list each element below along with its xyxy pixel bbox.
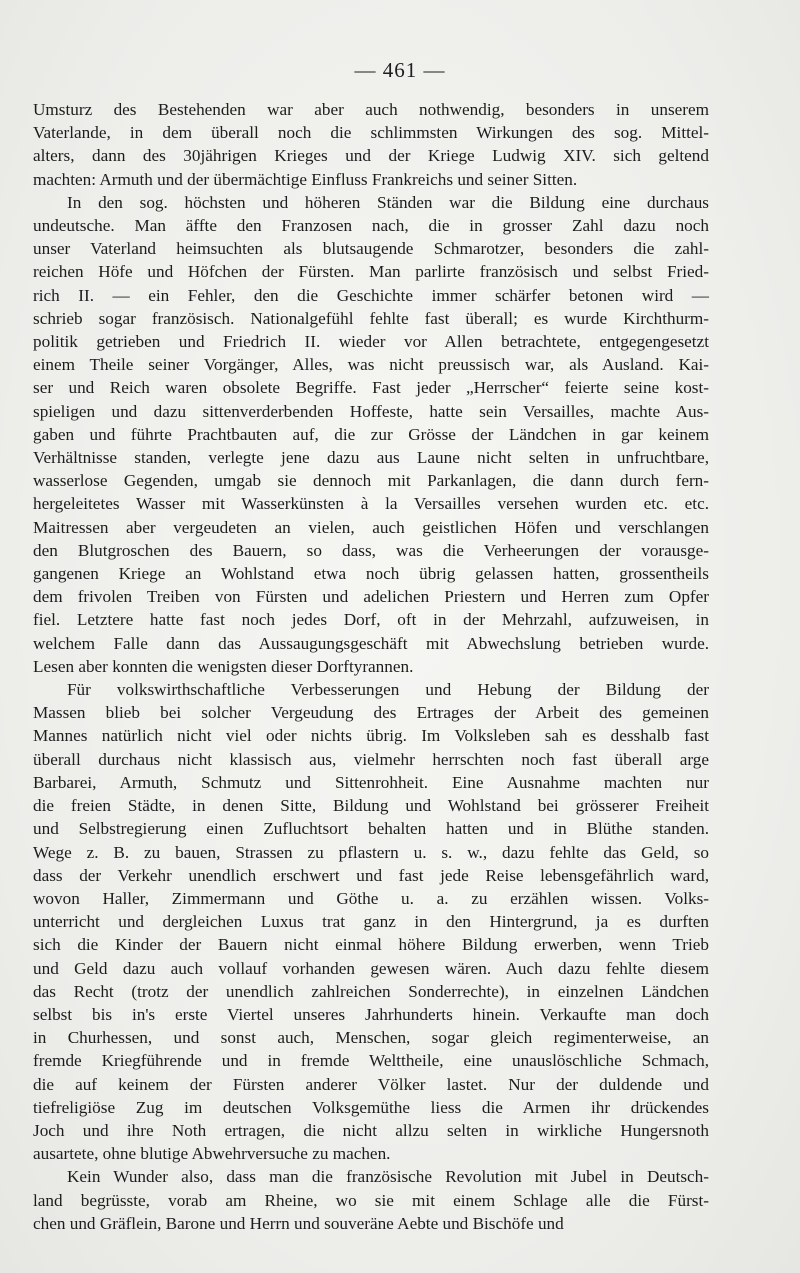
text-line: Verhältnisse standen, verlegte jene dazu aus Laune nicht selten in unfruchtbare,: [33, 448, 709, 468]
text-line: undeutsche. Man äffte den Franzosen nach, die in grosser Zahl dazu noch: [33, 216, 709, 236]
text-line: wasserlose Gegenden, umgab sie dennoch mit Parkanlagen, die dann durch fern-: [33, 471, 709, 491]
text-line: und Geld dazu auch vollauf vorhanden gewesen wären. Auch dazu fehlte diesem: [33, 958, 709, 978]
text-line: politik getrieben und Friedrich II. wieder vor Allen betrachtete, entgegengesetzt: [33, 332, 709, 352]
text-line: Für volkswirthschaftliche Verbesserungen und Hebung der Bildung der: [67, 680, 709, 700]
text-line: überall durchaus nicht klassisch aus, vielmehr herrschten noch fast überall arge: [33, 749, 709, 769]
paragraph: [33, 1165, 709, 1235]
text-line: land begrüsste, vorab am Rheine, wo sie mit einem Schlage alle die Fürst-: [33, 1190, 709, 1210]
text-line: unterricht und dergleichen Luxus trat ganz in den Hintergrund, ja es durften: [33, 912, 709, 932]
text-line: das Recht (trotz der unendlich zahlreichen Sonderrechte), in einzelnen Ländchen: [33, 981, 709, 1001]
paragraph: [33, 98, 709, 191]
text-line: die freien Städte, in denen Sitte, Bildung und Wohlstand bei grösserer Freiheit: [33, 796, 709, 816]
text-line: Joch und ihre Noth ertragen, die nicht allzu selten in wirkliche Hungersnoth: [33, 1120, 709, 1140]
page-number: — 461 —: [354, 58, 446, 82]
text-line: gangenen Kriege an Wohlstand etwa noch übrig gelassen hatten, grossentheils: [33, 564, 709, 584]
text-line: wovon Haller, Zimmermann und Göthe u. a. zu erzählen wissen. Volks-: [33, 888, 709, 908]
text-line: Barbarei, Armuth, Schmutz und Sittenrohheit. Eine Ausnahme machten nur: [33, 772, 709, 792]
text-line: welchem Falle dann das Aussaugungsgeschäft mit Abwechslung betrieben wurde.: [33, 633, 709, 653]
text-line: unser Vaterland heimsuchten als blutsaugende Schmarotzer, besonders die zahl-: [33, 239, 709, 259]
text-line: gaben und führte Prachtbauten auf, die zur Grösse der Ländchen in gar keinem: [33, 424, 709, 444]
text-line: selbst bis in's erste Viertel unseres Jahrhunderts hinein. Verkaufte man doch: [33, 1004, 709, 1024]
text-line: fremde Kriegführende und in fremde Welttheile, eine unauslöschliche Schmach,: [33, 1051, 709, 1071]
text-line: In den sog. höchsten und höheren Ständen war die Bildung eine durchaus: [67, 192, 709, 212]
text-line: Massen blieb bei solcher Vergeudung des Ertrages der Arbeit des gemeinen: [33, 703, 709, 723]
text-line: die auf keinem der Fürsten anderer Völker lastet. Nur der duldende und: [33, 1074, 709, 1094]
text-line: Lesen aber konnten die wenigsten dieser Dorftyrannen.: [33, 656, 414, 676]
text-line: Wege z. B. zu bauen, Strassen zu pflastern u. s. w., dazu fehlte das Geld, so: [33, 842, 709, 862]
text-line: ausartete, ohne blutige Abwehrversuche zu machen.: [33, 1144, 391, 1164]
text-line: dass der Verkehr unendlich erschwert und fast jede Reise lebensgefährlich ward,: [33, 865, 709, 885]
paragraph: [33, 678, 709, 1165]
text-line: fiel. Letztere hatte fast noch jedes Dorf, oft in der Mehrzahl, aufzuweisen, in: [33, 610, 709, 630]
text-line: Vaterlande, in dem überall noch die schlimmsten Wirkungen des sog. Mittel-: [33, 123, 709, 143]
text-line: den Blutgroschen des Bauern, so dass, was die Verheerungen der vorausge-: [33, 540, 709, 560]
text-line: rich II. — ein Fehler, den die Geschichte immer schärfer betonen wird —: [33, 285, 709, 305]
paragraph: [33, 191, 709, 678]
text-line: dem frivolen Treiben von Fürsten und adelichen Priestern und Herren zum Opfer: [33, 587, 709, 607]
text-line: alters, dann des 30jährigen Krieges und der Kriege Ludwig XIV. sich geltend: [33, 146, 709, 166]
text-line: spieligen und dazu sittenverderbenden Hoffeste, hatte sein Versailles, machte Aus-: [33, 401, 709, 421]
text-line: Kein Wunder also, dass man die französische Revolution mit Jubel in Deutsch-: [67, 1167, 709, 1187]
text-line: in Churhessen, und sonst auch, Menschen, sogar gleich regimenterweise, an: [33, 1028, 709, 1048]
text-line: machten: Armuth und der übermächtige Einfluss Frankreichs und seiner Sitten.: [33, 169, 578, 189]
text-line: hergeleitetes Wasser mit Wasserkünsten à la Versailles versehen wurden etc. etc.: [33, 494, 709, 514]
text-line: einem Theile seiner Vorgänger, Alles, was nicht preussisch war, als Ausland. Kai-: [33, 355, 709, 375]
text-line: reichen Höfe und Höfchen der Fürsten. Man parlirte französisch und selbst Fried-: [33, 262, 709, 282]
text-line: Umsturz des Bestehenden war aber auch nothwendig, besonders in unserem: [33, 100, 709, 119]
text-line: schrieb sogar französisch. Nationalgefühl fehlte fast überall; es wurde Kirchthurm-: [33, 308, 709, 328]
text-line: sich die Kinder der Bauern nicht einmal höhere Bildung erwerben, wenn Trieb: [33, 935, 709, 955]
body-text: [33, 98, 709, 1235]
text-line: chen und Gräflein, Barone und Herrn und souveräne Aebte und Bischöfe und: [33, 1213, 564, 1233]
text-line: Maitressen aber vergeudeten an vielen, auch geistlichen Höfen und verschlangen: [33, 517, 709, 537]
text-line: ser und Reich waren obsolete Begriffe. Fast jeder „Herrscher“ feierte seine kost-: [33, 378, 709, 398]
text-line: und Selbstregierung einen Zufluchtsort behalten hatten und in Blüthe standen.: [33, 819, 709, 839]
text-line: Mannes natürlich nicht viel oder nichts übrig. Im Volksleben sah es desshalb fast: [33, 726, 709, 746]
text-line: tiefreligiöse Zug im deutschen Volksgemüthe liess die Armen ihr drückendes: [33, 1097, 709, 1117]
